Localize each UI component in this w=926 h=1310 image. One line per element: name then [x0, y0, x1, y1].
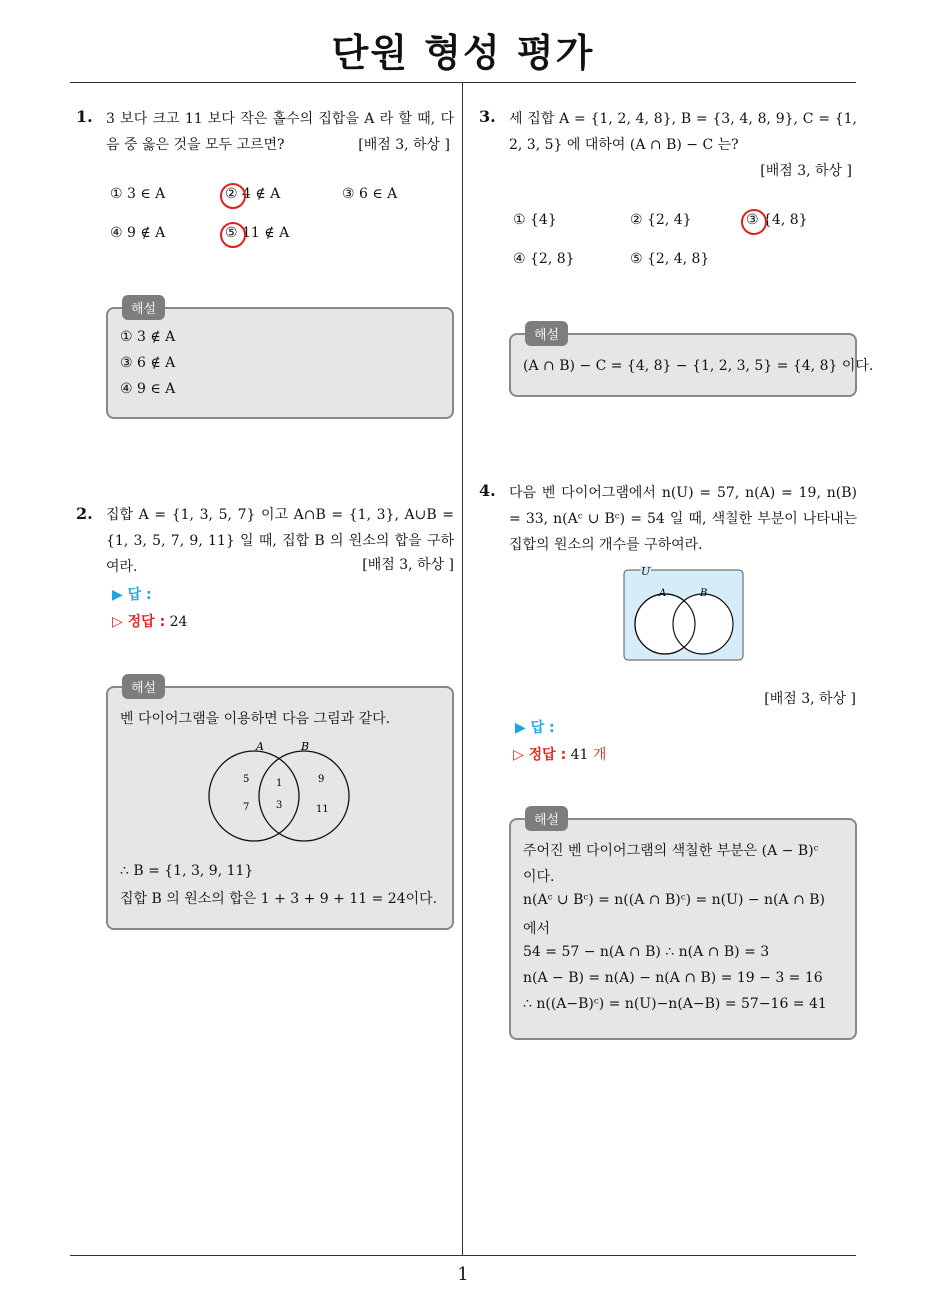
q4-explanation-line-2: 이다. [523, 869, 555, 885]
q4-explanation-line-4: 에서 [523, 921, 551, 937]
q2-venn-b-only-2: 11 [316, 804, 329, 815]
q2-venn-label-a: A [256, 740, 264, 753]
q1-choice-1[interactable]: ① 3 ∈ A [110, 186, 166, 202]
q3-number: 3. [479, 107, 496, 126]
q2-venn-label-b: B [301, 740, 310, 753]
q1-choice-4[interactable]: ④ 9 ∉ A [110, 225, 166, 241]
q4-explanation-line-6: n(A − B) = n(A) − n(A ∩ B) = 19 − 3 = 16 [523, 970, 823, 986]
q4-block [509, 480, 857, 558]
q1-choice-2[interactable]: ② 4 ∉ A [225, 186, 281, 202]
q4-venn-set-b [673, 594, 733, 654]
q4-explanation-line-7: ∴ n((A−B)ᶜ) = n(U)−n(A−B) = 57−16 = 41 [523, 996, 827, 1012]
q1-choice-5-circle [220, 222, 246, 248]
q1-score: [배점 3, 하상 ] [358, 137, 450, 153]
q3-choice-5[interactable]: ⑤ {2, 4, 8} [630, 251, 710, 267]
q1-explanation-line-1: ① 3 ∉ A [120, 329, 176, 345]
q4-number: 4. [479, 481, 496, 500]
q4-explanation-tag: 해설 [525, 806, 568, 831]
q4-venn-diagram [623, 566, 745, 662]
q2-score: [배점 3, 하상 ] [362, 557, 454, 573]
column-divider [462, 83, 463, 1256]
q4-correct-unit: 개 [592, 747, 607, 763]
q3-choice-1[interactable]: ① {4} [513, 212, 557, 228]
q1-explanation-box [106, 302, 454, 419]
q2-venn-set-b [259, 751, 349, 841]
q2-explanation-tag: 해설 [122, 674, 165, 699]
q1-choice-3[interactable]: ③ 6 ∈ A [342, 186, 398, 202]
q2-answer-label: ▶ 답 : [112, 587, 152, 603]
q3-choice-2[interactable]: ② {2, 4} [630, 212, 692, 228]
q3-choice-4[interactable]: ④ {2, 8} [513, 251, 575, 267]
q4-score: [배점 3, 하상 ] [764, 691, 856, 707]
q1-explanation-line-2: ③ 6 ∉ A [120, 355, 176, 371]
page-number: 1 [457, 1264, 469, 1285]
q3-explanation-line: (A ∩ B) − C = {4, 8} − {1, 2, 3, 5} = {4, 8} 이다. [523, 358, 874, 374]
page-title: 단원 형성 평가 [331, 31, 595, 75]
q4-explanation-line-3: n(Aᶜ ∪ Bᶜ) = n((A ∩ B)ᶜ) = n(U) − n(A ∩ B) [523, 892, 826, 908]
q2-venn-a-only-2: 7 [243, 802, 250, 813]
q3-block [509, 106, 857, 158]
q2-correct-label: ▷ 정답 : [112, 614, 166, 630]
q4-explanation-line-1: 주어진 벤 다이어그램의 색칠한 부분은 (A − B)ᶜ [523, 843, 819, 859]
q4-correct-value: 41 [570, 747, 589, 763]
q1-number: 1. [76, 107, 93, 126]
q3-explanation-tag: 해설 [525, 321, 568, 346]
q3-choice-3[interactable]: ③ {4, 8} [746, 212, 808, 228]
q4-venn-label-u: U [641, 566, 651, 578]
q4-text: 다음 벤 다이어그램에서 n(U) = 57, n(A) = 19, n(B) = 33, n(Aᶜ ∪ Bᶜ) = 54 일 때, 색칠한 부분이 나타내는 집합의 원소의 개수를 구하여라. [509, 485, 857, 553]
q2-venn-both-1: 1 [276, 778, 283, 789]
q4-explanation-box [509, 813, 857, 1040]
q3-score: [배점 3, 하상 ] [760, 163, 852, 179]
q4-explanation-line-5: 54 = 57 − n(A ∩ B) ∴ n(A ∩ B) = 3 [523, 944, 770, 960]
q4-venn-label-b: B [700, 588, 708, 599]
q4-correct-label: ▷ 정답 : [513, 747, 567, 763]
q2-explanation-intro: 벤 다이어그램을 이용하면 다음 그림과 같다. [120, 711, 391, 727]
q2-correct-value: 24 [169, 614, 188, 630]
q2-venn-b-only-1: 9 [318, 774, 325, 785]
q1-explanation-tag: 해설 [122, 295, 165, 320]
q3-explanation-box [509, 328, 874, 397]
q3-text: 세 집합 A = {1, 2, 4, 8}, B = {3, 4, 8, 9}, C = {1, 2, 3, 5} 에 대하여 (A ∩ B) − C 는? [509, 111, 857, 153]
q4-venn-label-a: A [659, 588, 667, 599]
q1-choice-5[interactable]: ⑤ 11 ∉ A [225, 225, 290, 241]
q1-explanation-line-3: ④ 9 ∈ A [120, 381, 176, 397]
q2-number: 2. [76, 504, 93, 523]
q3-choice-3-circle [741, 209, 767, 235]
q4-answer-label: ▶ 답 : [515, 720, 555, 736]
top-rule [70, 82, 856, 83]
q2-conclusion-1: ∴ B = {1, 3, 9, 11} [120, 863, 254, 879]
q2-venn-a-only-1: 5 [243, 774, 250, 785]
q2-text: 집합 A = {1, 3, 5, 7} 이고 A∩B = {1, 3}, A∪B = {1, 3, 5, 7, 9, 11} 일 때, 집합 B 의 원소의 합을 구하여라. [106, 507, 454, 575]
q2-venn-diagram [206, 738, 356, 848]
q2-venn-set-a [209, 751, 299, 841]
q4-correct-row [513, 744, 606, 764]
q2-venn-both-2: 3 [276, 800, 283, 811]
q2-correct-row [112, 611, 187, 631]
bottom-rule [70, 1255, 856, 1256]
q2-explanation-box [106, 681, 454, 930]
q2-conclusion-2: 집합 B 의 원소의 합은 1 + 3 + 9 + 11 = 24이다. [120, 891, 438, 907]
q1-text: 3 보다 크고 11 보다 작은 홀수의 집합을 A 라 할 때, 다음 중 옳은 것을 모두 고르면? [106, 111, 454, 153]
q1-choice-2-circle [220, 183, 246, 209]
